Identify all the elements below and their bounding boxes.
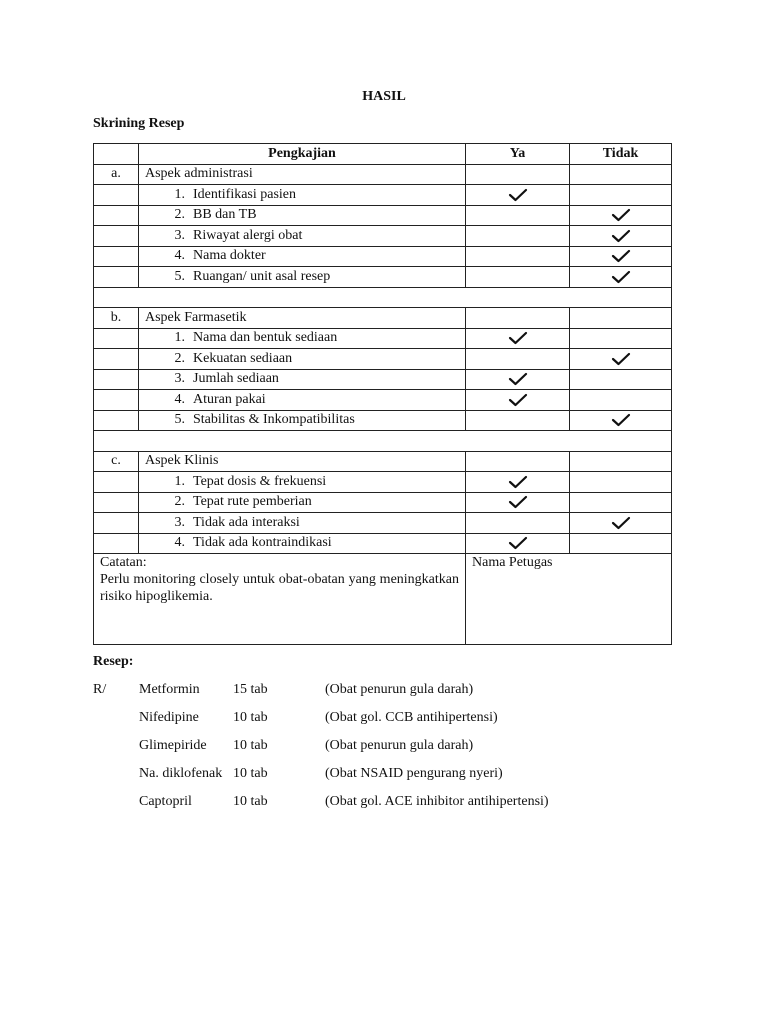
tidak-cell <box>570 205 672 226</box>
tidak-cell <box>570 513 672 534</box>
item-cell <box>139 533 466 554</box>
ya-cell <box>466 410 570 431</box>
ya-cell <box>466 328 570 349</box>
drug-name: Metformin <box>139 682 200 697</box>
ya-cell <box>466 451 570 472</box>
screening-table <box>93 143 672 645</box>
checkmark-icon <box>508 372 528 386</box>
tidak-cell <box>570 472 672 493</box>
item-label: Ruangan/ unit asal resep <box>193 268 331 284</box>
item-cell <box>139 267 466 288</box>
ya-cell <box>466 205 570 226</box>
drug-quantity: 15 tab <box>233 682 268 697</box>
item-number: 1. <box>174 473 185 489</box>
drug-description: (Obat NSAID pengurang nyeri) <box>325 766 503 781</box>
blank-cell <box>94 472 139 493</box>
tidak-cell <box>570 349 672 370</box>
tidak-cell <box>570 492 672 513</box>
item-number: 3. <box>174 514 185 530</box>
ya-cell <box>466 349 570 370</box>
drug-quantity: 10 tab <box>233 766 268 781</box>
checkmark-icon <box>508 331 528 345</box>
item-label: Stabilitas & Inkompatibilitas <box>193 412 355 428</box>
item-cell <box>139 328 466 349</box>
table-row <box>94 410 672 431</box>
blank-cell <box>94 513 139 534</box>
resep-title: Resep: <box>93 654 134 669</box>
notes-row <box>94 554 672 645</box>
table-row <box>94 492 672 513</box>
page-title: HASIL <box>362 89 406 104</box>
item-number: 4. <box>174 391 185 407</box>
blank-cell <box>94 226 139 247</box>
ya-cell <box>466 164 570 185</box>
blank-cell <box>94 390 139 411</box>
notes-label: Catatan: <box>100 555 147 570</box>
section-name-text: Aspek Farmasetik <box>145 309 247 325</box>
table-row <box>94 267 672 288</box>
table-row <box>94 369 672 390</box>
blank-cell <box>94 533 139 554</box>
section-row <box>94 308 672 329</box>
prescription-item <box>0 710 768 730</box>
item-number: 5. <box>174 268 185 284</box>
item-cell <box>139 205 466 226</box>
drug-quantity: 10 tab <box>233 738 268 753</box>
drug-name: Captopril <box>139 794 192 809</box>
ya-cell <box>466 267 570 288</box>
blank-cell <box>94 246 139 267</box>
tidak-cell <box>570 451 672 472</box>
section-letter-text: c. <box>111 453 121 469</box>
officer-label: Nama Petugas <box>472 555 553 570</box>
section-letter <box>94 451 139 472</box>
item-cell <box>139 513 466 534</box>
section-name <box>139 308 466 329</box>
blank-cell <box>94 205 139 226</box>
prescription-item <box>0 682 768 702</box>
tidak-cell <box>570 267 672 288</box>
notes-cell <box>94 554 466 645</box>
item-label: Identifikasi pasien <box>193 186 297 202</box>
spacer-row <box>94 287 672 308</box>
item-cell <box>139 472 466 493</box>
section-letter <box>94 164 139 185</box>
blank-cell <box>94 328 139 349</box>
section-letter <box>94 308 139 329</box>
tidak-cell <box>570 390 672 411</box>
table-row <box>94 390 672 411</box>
ya-cell <box>466 472 570 493</box>
spacer-row <box>94 431 672 452</box>
checkmark-icon <box>611 413 631 427</box>
item-cell <box>139 492 466 513</box>
ya-cell <box>466 246 570 267</box>
item-number: 4. <box>174 248 185 264</box>
blank-cell <box>94 369 139 390</box>
tidak-cell <box>570 369 672 390</box>
item-cell <box>139 349 466 370</box>
checkmark-icon <box>611 229 631 243</box>
item-cell <box>139 226 466 247</box>
item-cell <box>139 369 466 390</box>
blank-cell <box>94 349 139 370</box>
item-label: Tepat rute pemberian <box>193 494 312 510</box>
ya-cell <box>466 513 570 534</box>
ya-cell <box>466 533 570 554</box>
drug-quantity: 10 tab <box>233 794 268 809</box>
notes-text: Perlu monitoring closely untuk obat-obatan yang meningkatkan risiko hipoglikemia. <box>100 572 459 604</box>
item-number: 4. <box>174 535 185 551</box>
tidak-cell <box>570 410 672 431</box>
table-header-row <box>94 144 672 165</box>
drug-quantity: 10 tab <box>233 710 268 725</box>
checkmark-icon <box>508 536 528 550</box>
ya-cell <box>466 185 570 206</box>
item-label: Tidak ada kontraindikasi <box>193 535 332 551</box>
item-label: Tidak ada interaksi <box>193 514 300 530</box>
header-blank <box>94 144 139 165</box>
tidak-cell <box>570 246 672 267</box>
tidak-cell <box>570 185 672 206</box>
ya-cell <box>466 369 570 390</box>
item-cell <box>139 410 466 431</box>
item-label: Tepat dosis & frekuensi <box>193 473 327 489</box>
spacer-cell <box>94 287 672 308</box>
header-tidak: Tidak <box>570 144 672 165</box>
blank-cell <box>94 492 139 513</box>
item-number: 3. <box>174 371 185 387</box>
section-letter-text: b. <box>110 309 122 325</box>
table-row <box>94 533 672 554</box>
drug-description: (Obat penurun gula darah) <box>325 682 474 697</box>
blank-cell <box>94 267 139 288</box>
table-row <box>94 328 672 349</box>
prescription-item <box>0 766 768 786</box>
item-label: Nama dokter <box>193 248 266 264</box>
item-cell <box>139 185 466 206</box>
checkmark-icon <box>611 352 631 366</box>
table-row <box>94 185 672 206</box>
item-number: 1. <box>174 186 185 202</box>
table-row <box>94 472 672 493</box>
item-number: 1. <box>174 330 185 346</box>
item-number: 2. <box>174 207 185 223</box>
checkmark-icon <box>611 208 631 222</box>
tidak-cell <box>570 308 672 329</box>
prescription-item <box>0 794 768 814</box>
checkmark-icon <box>611 249 631 263</box>
section-title-skrining: Skrining Resep <box>93 116 185 131</box>
item-number: 3. <box>174 227 185 243</box>
prescription-symbol: R/ <box>93 682 107 697</box>
officer-cell <box>466 554 672 645</box>
section-row <box>94 164 672 185</box>
checkmark-icon <box>611 270 631 284</box>
header-ya: Ya <box>466 144 570 165</box>
item-label: Aturan pakai <box>193 391 266 407</box>
header-pengkajian: Pengkajian <box>139 144 466 165</box>
tidak-cell <box>570 164 672 185</box>
item-number: 5. <box>174 412 185 428</box>
table-row <box>94 513 672 534</box>
table-row <box>94 349 672 370</box>
section-letter-text: a. <box>111 166 121 182</box>
checkmark-icon <box>508 495 528 509</box>
item-label: Kekuatan sediaan <box>193 350 293 366</box>
table-row <box>94 205 672 226</box>
drug-name: Glimepiride <box>139 738 207 753</box>
item-cell <box>139 390 466 411</box>
table-body <box>94 164 672 554</box>
prescription-item <box>0 738 768 758</box>
table-row <box>94 246 672 267</box>
spacer-cell <box>94 431 672 452</box>
table-row <box>94 226 672 247</box>
drug-description: (Obat gol. ACE inhibitor antihipertensi) <box>325 794 549 809</box>
section-name-text: Aspek administrasi <box>145 166 253 182</box>
item-label: Riwayat alergi obat <box>193 227 303 243</box>
section-name <box>139 164 466 185</box>
drug-description: (Obat gol. CCB antihipertensi) <box>325 710 498 725</box>
section-name-text: Aspek Klinis <box>145 453 219 469</box>
checkmark-icon <box>508 475 528 489</box>
item-cell <box>139 246 466 267</box>
checkmark-icon <box>611 516 631 530</box>
section-row <box>94 451 672 472</box>
section-name <box>139 451 466 472</box>
blank-cell <box>94 185 139 206</box>
blank-cell <box>94 410 139 431</box>
item-number: 2. <box>174 494 185 510</box>
tidak-cell <box>570 328 672 349</box>
checkmark-icon <box>508 393 528 407</box>
drug-name: Na. diklofenak <box>139 766 223 781</box>
drug-description: (Obat penurun gula darah) <box>325 738 474 753</box>
tidak-cell <box>570 533 672 554</box>
drug-name: Nifedipine <box>139 710 199 725</box>
ya-cell <box>466 492 570 513</box>
item-label: Jumlah sediaan <box>193 371 279 387</box>
item-number: 2. <box>174 350 185 366</box>
ya-cell <box>466 390 570 411</box>
ya-cell <box>466 308 570 329</box>
checkmark-icon <box>508 188 528 202</box>
tidak-cell <box>570 226 672 247</box>
item-label: BB dan TB <box>193 207 257 223</box>
item-label: Nama dan bentuk sediaan <box>193 330 338 346</box>
ya-cell <box>466 226 570 247</box>
